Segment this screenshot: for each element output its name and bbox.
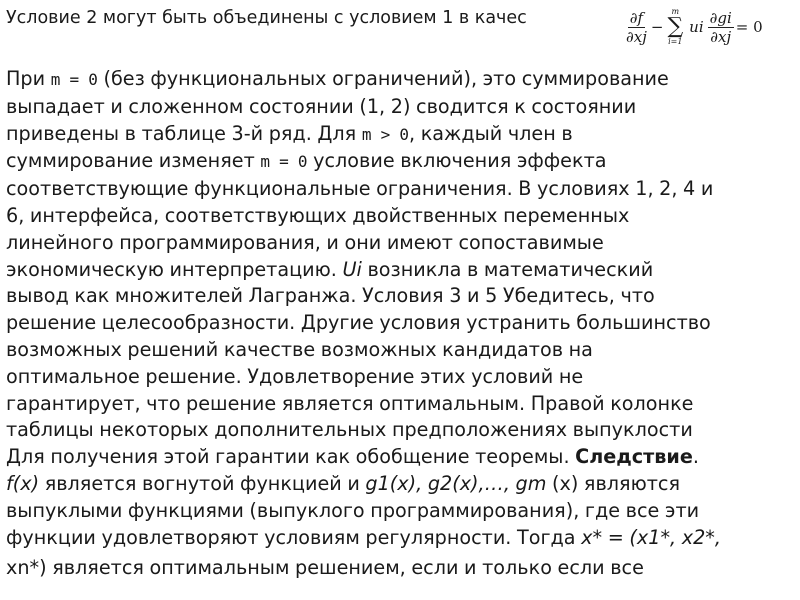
text-line <box>6 94 796 121</box>
text-line <box>6 417 796 444</box>
text-line <box>6 121 796 149</box>
text-line-cut <box>6 555 796 582</box>
sum-upper-limit: m <box>671 7 680 16</box>
text-run: выпуклыми функциями (выпуклого программирования), где все эти <box>6 498 700 522</box>
text-run: соответствующие функциональные ограничения. В условиях 1, 2, 4 и <box>6 177 714 201</box>
text-run: экономическую интерпретацию. <box>6 257 343 281</box>
fraction-numerator: ∂gi <box>709 8 732 27</box>
multiplier-u: ui <box>689 18 704 36</box>
fraction-denominator: ∂xj <box>710 27 732 46</box>
corollary-label: Следствие <box>575 445 693 469</box>
body-paragraph <box>6 66 796 578</box>
math-run: m = 0 <box>50 70 98 89</box>
text-run: приведены в таблице 3-й ряд. Для <box>6 121 362 145</box>
text-run: линейного программирования, и они имеют сопоставимые <box>6 230 604 254</box>
summation <box>667 8 683 46</box>
text-run: xn*) является оптимальным решением, если и только если все <box>6 556 644 580</box>
math-run: m = 0 <box>260 152 308 172</box>
fraction-denominator: ∂xj <box>626 27 647 46</box>
math-run: f(x) <box>6 471 40 495</box>
math-run: x* = (x1*, x2*, <box>581 525 721 549</box>
text-line <box>6 391 796 418</box>
kkt-formula <box>622 0 763 54</box>
math-run: g1(x), g2(x),…, gm <box>365 471 547 495</box>
text-line <box>6 203 796 230</box>
text-line <box>6 364 796 391</box>
formula-rhs: = 0 <box>735 18 763 36</box>
text-line <box>6 444 796 471</box>
text-run: суммирование изменяет <box>6 149 261 173</box>
math-run: m > 0 <box>361 124 410 144</box>
text-line <box>6 257 796 284</box>
text-run: возникла в математический <box>361 257 654 281</box>
sum-lower-limit: i=1 <box>668 37 683 46</box>
partial-f-fraction <box>624 9 649 46</box>
text-line <box>6 498 796 525</box>
text-line <box>6 148 796 176</box>
text-line <box>6 230 796 257</box>
text-run: выпадает и сложенном состоянии (1, 2) сводится к состоянии <box>6 94 637 118</box>
text-run: (без функциональных ограничений), это суммирование <box>97 67 669 90</box>
text-run: функции удовлетворяют условиям регулярности. Тогда <box>6 525 582 549</box>
minus-sign: − <box>650 18 664 36</box>
text-run: . <box>692 445 700 469</box>
sigma-symbol: ∑ <box>667 14 684 39</box>
text-run: 6, интерфейса, соответствующих двойственных переменных <box>6 203 630 227</box>
partial-g-fraction <box>708 9 734 46</box>
text-line <box>6 471 796 498</box>
text-run: Для получения этой гарантии как обобщение теоремы. <box>6 445 576 469</box>
text-line <box>6 310 796 337</box>
text-line <box>6 66 796 94</box>
text-run: гарантирует, что решение является оптимальным. Правой колонке <box>6 391 694 415</box>
text-run: вывод как множителей Лагранжа. Условия 3 и 5 Убедитесь, что <box>6 284 655 308</box>
text-run: (x) являются <box>546 471 680 495</box>
math-run: Ui <box>342 257 362 281</box>
text-run: условие включения эффекта <box>307 149 607 173</box>
text-run: является вогнутой функцией и <box>39 471 366 495</box>
text-line <box>6 525 796 552</box>
fraction-numerator: ∂f <box>629 8 644 27</box>
text-run: возможных решений качестве возможных кандидатов на <box>6 337 593 361</box>
text-run: При <box>6 67 51 90</box>
text-run: решение целесообразности. Другие условия устранить большинство <box>6 311 711 335</box>
text-run: , каждый член в <box>409 121 573 145</box>
text-line <box>6 337 796 364</box>
text-run: таблицы некоторых дополнительных предположениях выпуклости <box>6 418 693 442</box>
text-line <box>6 176 796 203</box>
text-line <box>6 283 796 310</box>
text-run: оптимальное решение. Удовлетворение этих условий не <box>6 364 584 388</box>
headline-text: Условие 2 могут быть объединены с условием 1 в качес <box>6 8 527 28</box>
